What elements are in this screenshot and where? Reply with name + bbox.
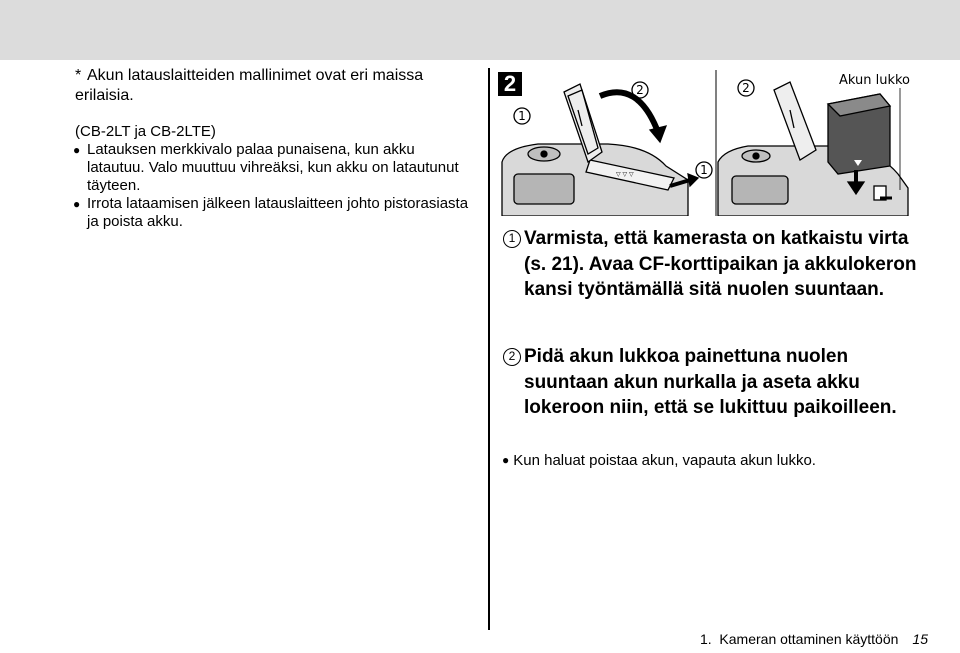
top-band [0, 0, 960, 60]
step-number-badge: 2 [498, 72, 522, 96]
remove-battery-tip [502, 452, 816, 469]
chapter-title: 1. Kameran ottaminen käyttöön [699, 631, 899, 647]
svg-text:1: 1 [700, 163, 708, 177]
model-names: (CB-2LT ja CB-2LTE) [75, 123, 216, 140]
charger-note [75, 66, 475, 106]
step-circle-2: 2 [503, 348, 521, 366]
left-column [75, 66, 475, 231]
bullet-icon: ● [502, 453, 510, 467]
instruction-2-text: Pidä akun lukkoa painettuna nuolen suuntaan akun nurkalla ja aseta akku lokeroon niin, että se lukittuu paikoilleen. [524, 346, 897, 418]
bullet-unplug: ● Irrota lataamisen jälkeen latauslaitteen johto pistorasiasta ja poista akku. [75, 195, 475, 231]
callouts-right [738, 73, 910, 96]
page-number: 15 [912, 631, 928, 647]
battery-insertion-illustration [498, 70, 912, 216]
bullet-charging-light: ● Latauksen merkkivalo palaa punaisena, kun akku latautuu. Valo muuttuu vihreäksi, kun akku on latautunut täyteen. [75, 141, 475, 195]
instruction-1 [503, 226, 923, 303]
camera-left-panel [502, 84, 698, 216]
note-asterisk: * [75, 67, 82, 84]
column-divider [488, 68, 490, 630]
note-text: Akun latauslaitteiden mallinimet ovat eri maissa erilaisia. [75, 67, 424, 104]
svg-text:2: 2 [636, 83, 644, 97]
battery-lock-label: Akun lukko [838, 73, 910, 88]
svg-text:1: 1 [518, 109, 526, 123]
tip-text: Kun haluat poistaa akun, vapauta akun lukko. [513, 452, 816, 469]
page-footer [700, 631, 928, 647]
instruction-2 [503, 344, 923, 421]
instruction-1-text: Varmista, että kamerasta on katkaistu virta (s. 21). Avaa CF-korttipaikan ja akkulokeron kansi työntämällä sitä nuolen suuntaan. [524, 228, 917, 300]
svg-text:2: 2 [742, 81, 750, 95]
svg-text:▽ ▽ ▽: ▽ ▽ ▽ [616, 171, 634, 178]
step-circle-1: 1 [503, 230, 521, 248]
camera-right-panel [718, 82, 908, 216]
